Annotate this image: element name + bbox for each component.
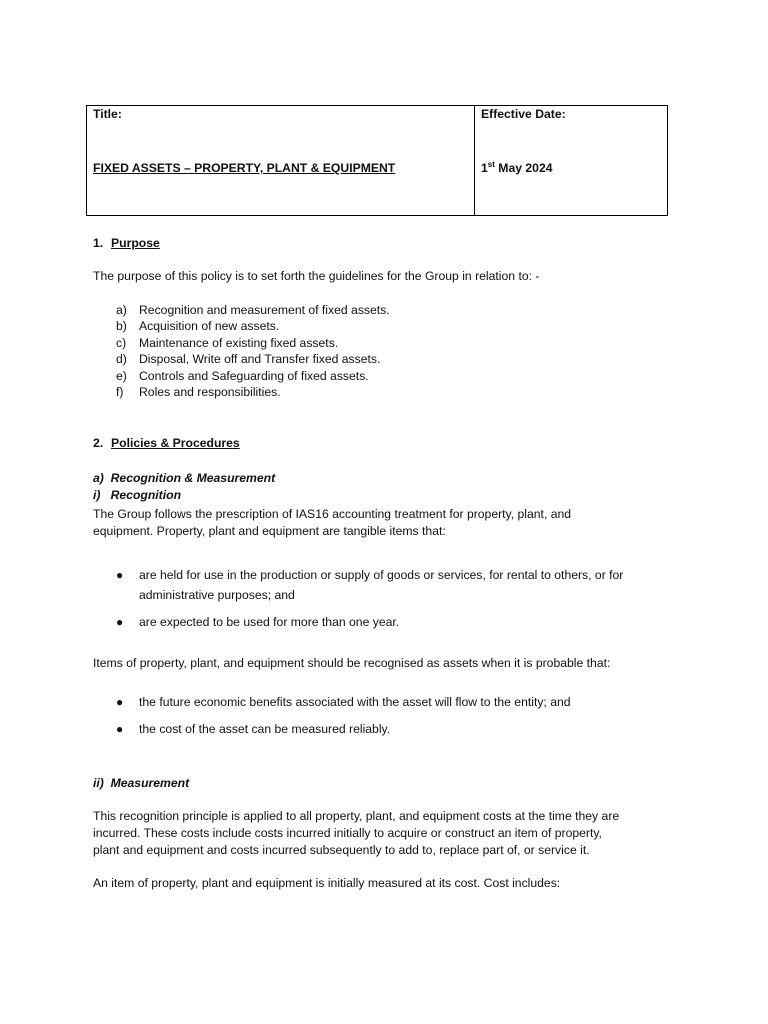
purpose-intro: The purpose of this policy is to set forth the guidelines for the Group in relation to: - bbox=[93, 269, 540, 283]
section-1-heading: Purpose bbox=[111, 236, 160, 250]
subheading-recognition-measurement: a) Recognition & Measurement bbox=[93, 471, 276, 485]
list-marker: d) bbox=[116, 352, 127, 366]
section-1-number: 1. bbox=[93, 236, 104, 250]
date-rest: May 2024 bbox=[494, 161, 553, 175]
list-marker: f) bbox=[116, 385, 124, 399]
subheading-recognition: i) Recognition bbox=[93, 488, 182, 502]
recognised-intro: Items of property, plant, and equipment should be recognised as assets when it is probable that: bbox=[93, 656, 611, 670]
list-item: Roles and responsibilities. bbox=[139, 385, 281, 399]
bullet-item: the cost of the asset can be measured reliably. bbox=[139, 722, 391, 736]
list-item: Maintenance of existing fixed assets. bbox=[139, 336, 339, 350]
measurement-para-line: incurred. These costs include costs incurred initially to acquire or construct an item of property, bbox=[93, 826, 602, 840]
list-marker: c) bbox=[116, 336, 127, 350]
cost-intro: An item of property, plant and equipment is initially measured at its cost. Cost includes: bbox=[93, 876, 561, 890]
header-divider bbox=[474, 106, 475, 215]
list-item: Controls and Safeguarding of fixed assets. bbox=[139, 369, 369, 383]
measurement-para-line: plant and equipment and costs incurred subsequently to add to, replace part of, or service it. bbox=[93, 843, 590, 857]
list-item: Recognition and measurement of fixed assets. bbox=[139, 303, 390, 317]
document-title: FIXED ASSETS – PROPERTY, PLANT & EQUIPMENT bbox=[93, 161, 396, 175]
bullet-icon: ● bbox=[116, 722, 124, 736]
list-marker: b) bbox=[116, 319, 127, 333]
list-marker: a) bbox=[116, 303, 127, 317]
recognition-para-line: equipment. Property, plant and equipment are tangible items that: bbox=[93, 524, 446, 538]
bullet-item: are held for use in the production or supply of goods or services, for rental to others, or for bbox=[139, 568, 624, 582]
recognition-para-line: The Group follows the prescription of IAS16 accounting treatment for property, plant, and bbox=[93, 507, 572, 521]
subheading-measurement: ii) Measurement bbox=[93, 776, 190, 790]
measurement-para-line: This recognition principle is applied to all property, plant, and equipment costs at the time they are bbox=[93, 809, 620, 823]
bullet-item: the future economic benefits associated with the asset will flow to the entity; and bbox=[139, 695, 571, 709]
list-item: Disposal, Write off and Transfer fixed assets. bbox=[139, 352, 381, 366]
effective-date-value bbox=[481, 161, 553, 175]
title-label: Title: bbox=[93, 107, 122, 121]
bullet-icon: ● bbox=[116, 568, 124, 582]
effective-date-label: Effective Date: bbox=[481, 107, 566, 121]
section-2-number: 2. bbox=[93, 436, 104, 450]
date-day: 1 bbox=[481, 161, 488, 175]
bullet-icon: ● bbox=[116, 615, 124, 629]
list-item: Acquisition of new assets. bbox=[139, 319, 280, 333]
date-suffix: st bbox=[487, 159, 495, 169]
list-marker: e) bbox=[116, 369, 127, 383]
section-2-heading: Policies & Procedures bbox=[111, 436, 240, 450]
bullet-icon: ● bbox=[116, 695, 124, 709]
bullet-item: are expected to be used for more than one year. bbox=[139, 615, 400, 629]
bullet-item-continuation: administrative purposes; and bbox=[139, 588, 295, 602]
